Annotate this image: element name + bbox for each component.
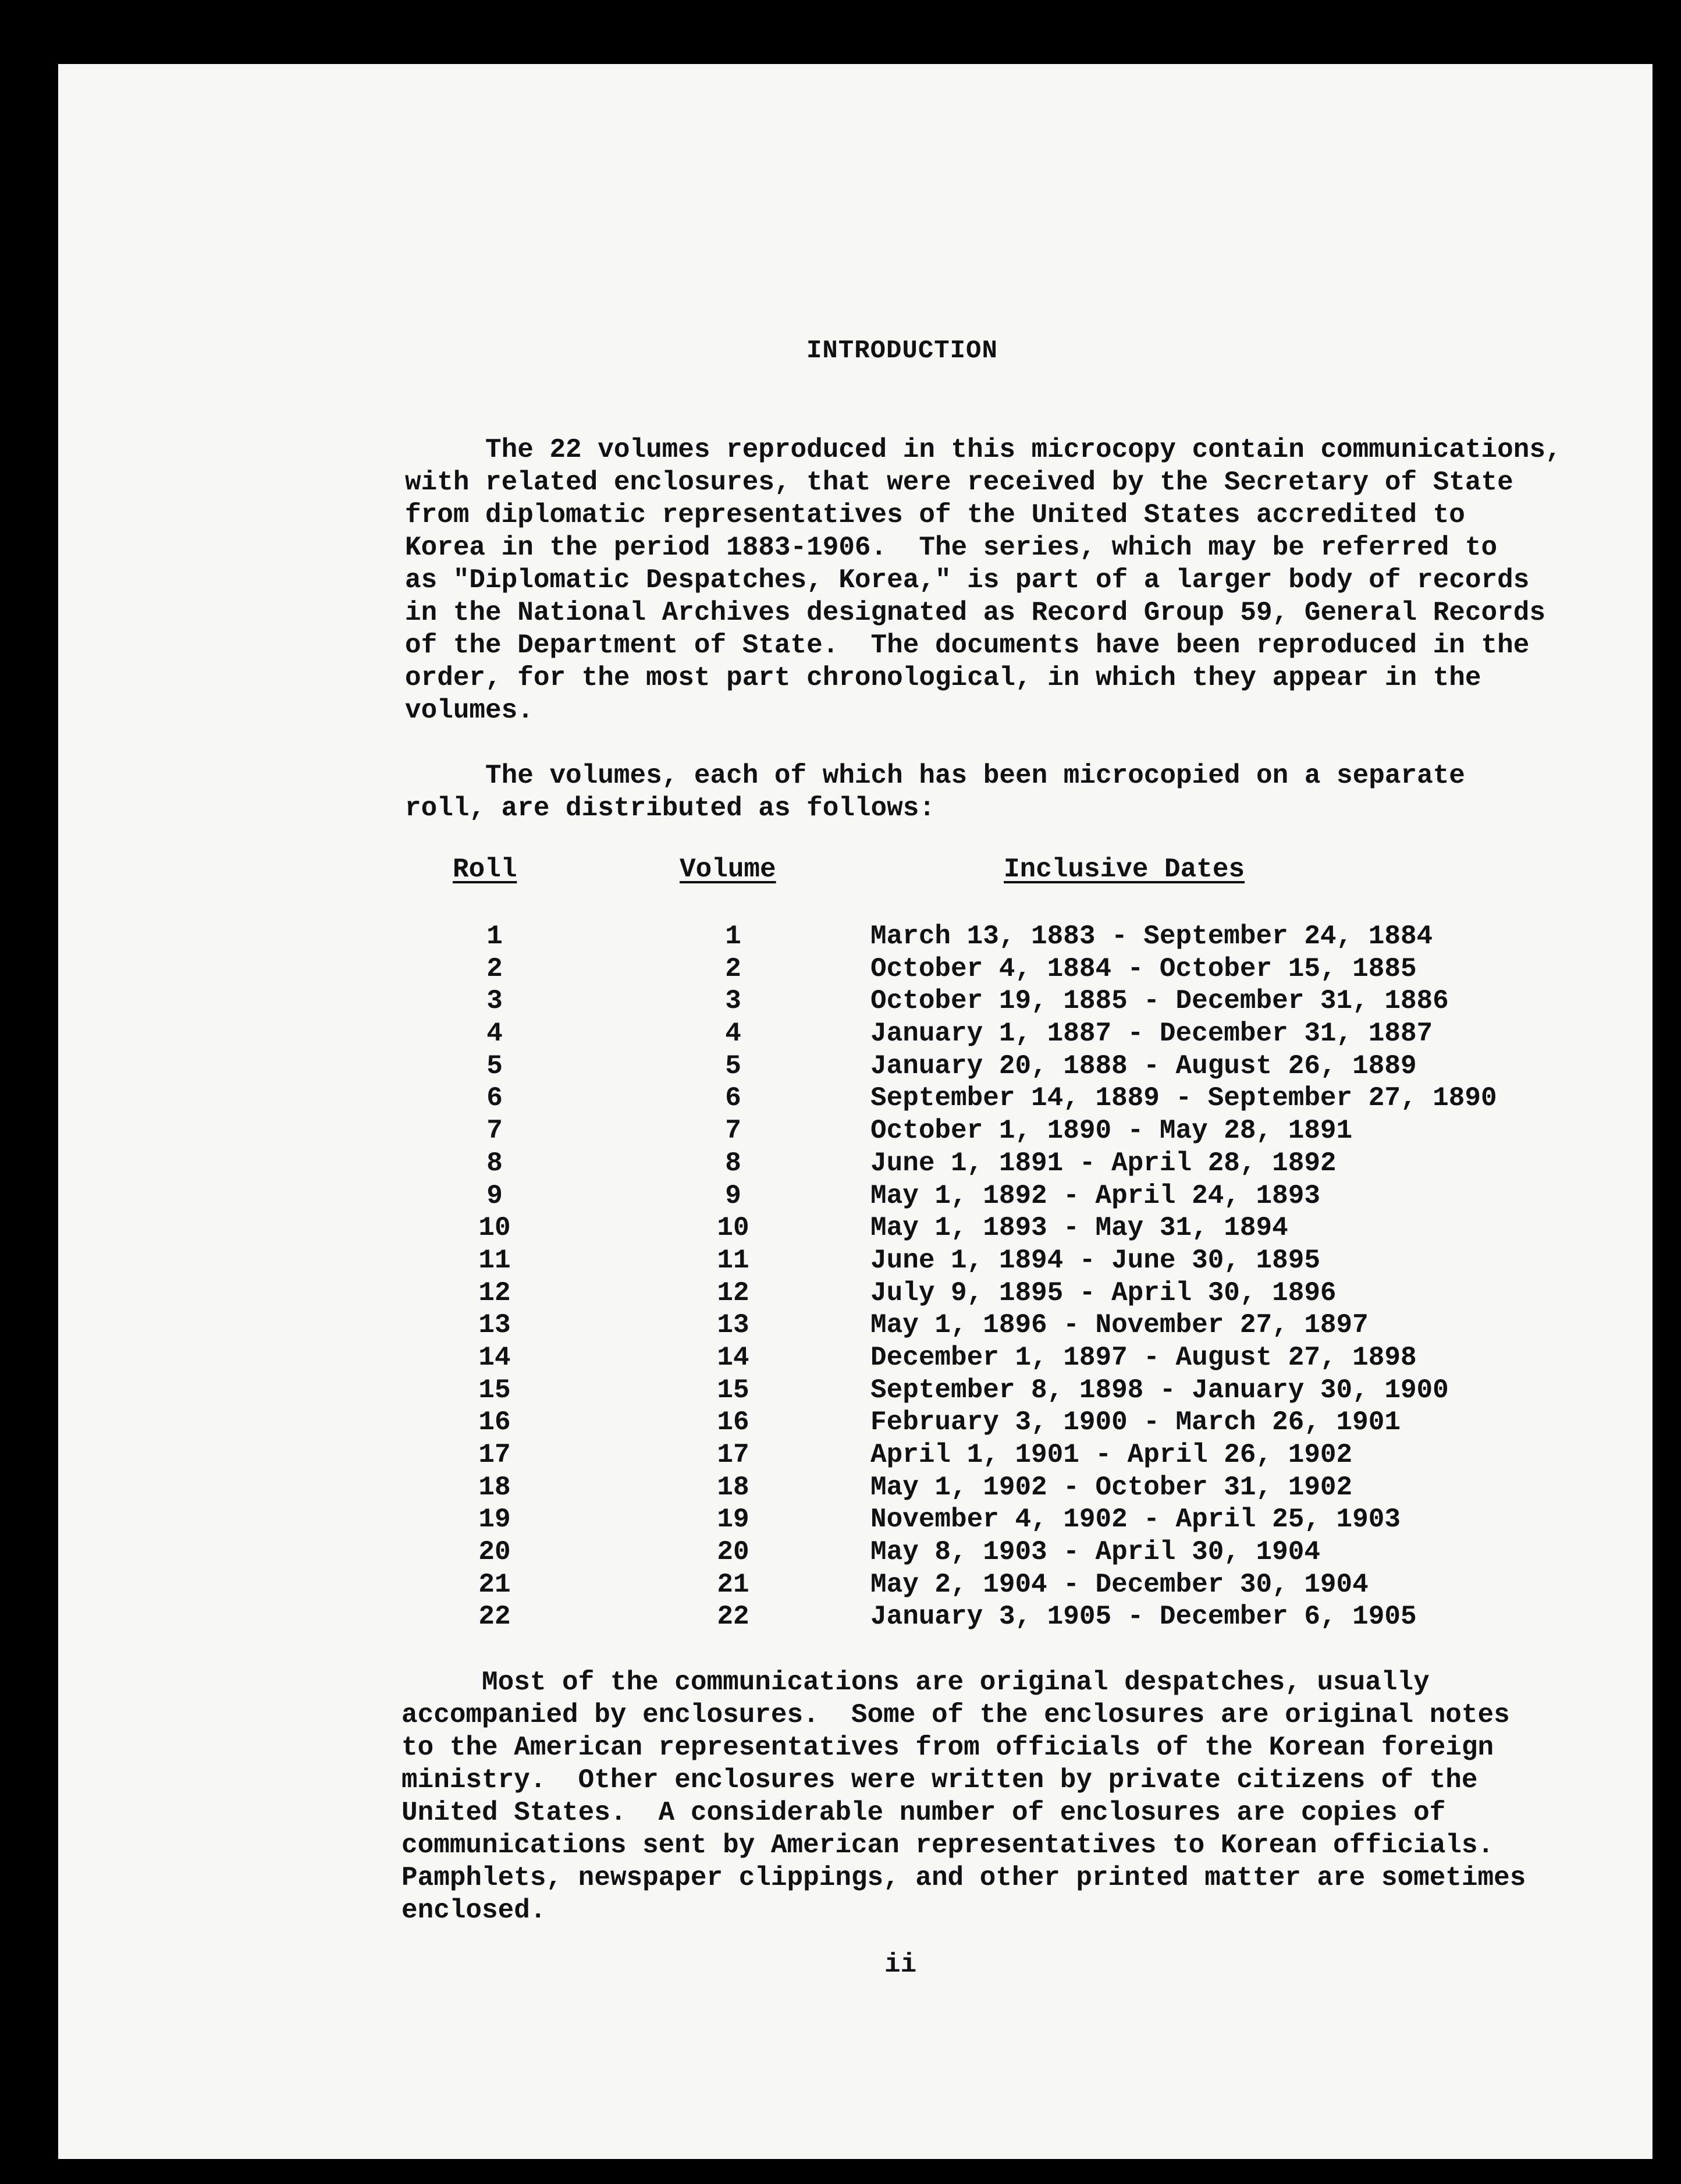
volume-cell: 10: [717, 1213, 749, 1244]
roll-cell: 4: [486, 1018, 503, 1049]
table-row: [58, 1504, 1571, 1536]
dates-cell: October 4, 1884 - October 15, 1885: [870, 953, 1417, 984]
table-row: [58, 1601, 1571, 1633]
dates-cell: November 4, 1902 - April 25, 1903: [870, 1504, 1401, 1535]
roll-table: [58, 921, 1571, 1633]
table-row: [58, 1439, 1571, 1472]
roll-cell: 2: [486, 953, 503, 984]
roll-cell: 18: [478, 1472, 511, 1503]
volume-cell: 21: [717, 1569, 749, 1600]
page-title: INTRODUCTION: [806, 336, 998, 365]
dates-cell: May 8, 1903 - April 30, 1904: [870, 1537, 1320, 1568]
volume-cell: 1: [725, 921, 741, 951]
volume-cell: 6: [725, 1083, 741, 1114]
column-header-dates: Inclusive Dates: [1004, 854, 1245, 885]
volume-cell: 17: [717, 1440, 749, 1470]
dates-cell: February 3, 1900 - March 26, 1901: [870, 1407, 1401, 1438]
dates-cell: September 14, 1889 - September 27, 1890: [870, 1083, 1497, 1114]
table-row: [58, 1536, 1571, 1569]
dates-cell: May 1, 1902 - October 31, 1902: [870, 1472, 1353, 1503]
dates-cell: October 19, 1885 - December 31, 1886: [870, 986, 1449, 1017]
dates-cell: June 1, 1891 - April 28, 1892: [870, 1148, 1337, 1178]
column-header-volume: Volume: [680, 854, 776, 885]
table-row: [58, 1407, 1571, 1439]
volume-cell: 2: [725, 953, 741, 984]
table-row: [58, 1050, 1571, 1083]
roll-cell: 13: [478, 1310, 511, 1341]
table-row: [58, 1148, 1571, 1180]
intro-paragraph: The 22 volumes reproduced in this microcopy contain communications, with related enclosures, that were received by the Secretary of State from diplomatic representatives of the United States accredited to Korea in the period 1883-1906. The series, which may be referred to as "Diplomatic Despatches, Korea," is part of a larger body of records in the National Archives designated as Record Group 59, General Records of the Department of State. The documents have been reproduced in the order, for the most part chronological, in which they appear in the volumes.: [405, 435, 1562, 726]
table-row: [58, 1569, 1571, 1601]
table-row: [58, 1115, 1571, 1148]
document-page: [58, 64, 1652, 2159]
dates-cell: October 1, 1890 - May 28, 1891: [870, 1116, 1353, 1146]
roll-cell: 7: [486, 1116, 503, 1146]
dates-cell: May 1, 1893 - May 31, 1894: [870, 1213, 1288, 1244]
volume-cell: 22: [717, 1601, 749, 1632]
volume-cell: 9: [725, 1180, 741, 1211]
roll-cell: 14: [478, 1342, 511, 1373]
volume-cell: 12: [717, 1277, 749, 1308]
dates-cell: May 1, 1892 - April 24, 1893: [870, 1180, 1320, 1211]
table-row: [58, 1018, 1571, 1050]
volume-cell: 20: [717, 1537, 749, 1568]
table-row: [58, 1342, 1571, 1375]
roll-cell: 12: [478, 1277, 511, 1308]
dates-cell: January 20, 1888 - August 26, 1889: [870, 1050, 1417, 1081]
volume-cell: 3: [725, 986, 741, 1017]
table-row: [58, 985, 1571, 1018]
dates-cell: December 1, 1897 - August 27, 1898: [870, 1342, 1417, 1373]
table-row: [58, 1277, 1571, 1310]
dates-cell: May 1, 1896 - November 27, 1897: [870, 1310, 1369, 1341]
roll-cell: 1: [486, 921, 503, 951]
page-number: ii: [884, 1949, 917, 1980]
roll-cell: 11: [478, 1245, 511, 1276]
volume-cell: 16: [717, 1407, 749, 1438]
volume-cell: 7: [725, 1116, 741, 1146]
roll-cell: 19: [478, 1504, 511, 1535]
distribution-paragraph: The volumes, each of which has been microcopied on a separate roll, are distributed as follows:: [405, 761, 1465, 823]
table-row: [58, 1375, 1571, 1407]
roll-cell: 15: [478, 1375, 511, 1405]
volume-cell: 11: [717, 1245, 749, 1276]
volume-cell: 15: [717, 1375, 749, 1405]
dates-cell: January 3, 1905 - December 6, 1905: [870, 1601, 1417, 1632]
table-row: [58, 953, 1571, 986]
roll-cell: 16: [478, 1407, 511, 1438]
roll-cell: 8: [486, 1148, 503, 1178]
table-row: [58, 1082, 1571, 1115]
roll-cell: 6: [486, 1083, 503, 1114]
communications-paragraph: Most of the communications are original despatches, usually accompanied by enclosures. Some of the enclosures are original notes to the American representatives from officials of the Korean foreign ministry. Other enclosures were written by private citizens of the United States. A considerable number of enclosures are copies of communications sent by American representatives to Korean officials. Pamphlets, newspaper clippings, and other printed matter are sometimes enclosed.: [401, 1667, 1526, 1926]
volume-cell: 19: [717, 1504, 749, 1535]
table-row: [58, 921, 1571, 953]
dates-cell: March 13, 1883 - September 24, 1884: [870, 921, 1433, 951]
roll-cell: 20: [478, 1537, 511, 1568]
roll-cell: 3: [486, 986, 503, 1017]
volume-cell: 14: [717, 1342, 749, 1373]
table-row: [58, 1472, 1571, 1504]
volume-cell: 4: [725, 1018, 741, 1049]
volume-cell: 5: [725, 1050, 741, 1081]
dates-cell: June 1, 1894 - June 30, 1895: [870, 1245, 1320, 1276]
roll-cell: 9: [486, 1180, 503, 1211]
volume-cell: 8: [725, 1148, 741, 1178]
volume-cell: 13: [717, 1310, 749, 1341]
roll-cell: 21: [478, 1569, 511, 1600]
dates-cell: May 2, 1904 - December 30, 1904: [870, 1569, 1369, 1600]
table-row: [58, 1309, 1571, 1342]
column-header-roll: Roll: [453, 854, 517, 885]
dates-cell: January 1, 1887 - December 31, 1887: [870, 1018, 1433, 1049]
volume-cell: 18: [717, 1472, 749, 1503]
table-row: [58, 1180, 1571, 1213]
dates-cell: September 8, 1898 - January 30, 1900: [870, 1375, 1449, 1405]
table-row: [58, 1245, 1571, 1277]
roll-cell: 22: [478, 1601, 511, 1632]
dates-cell: April 1, 1901 - April 26, 1902: [870, 1440, 1353, 1470]
roll-cell: 5: [486, 1050, 503, 1081]
table-row: [58, 1212, 1571, 1245]
roll-cell: 10: [478, 1213, 511, 1244]
roll-cell: 17: [478, 1440, 511, 1470]
dates-cell: July 9, 1895 - April 30, 1896: [870, 1277, 1337, 1308]
